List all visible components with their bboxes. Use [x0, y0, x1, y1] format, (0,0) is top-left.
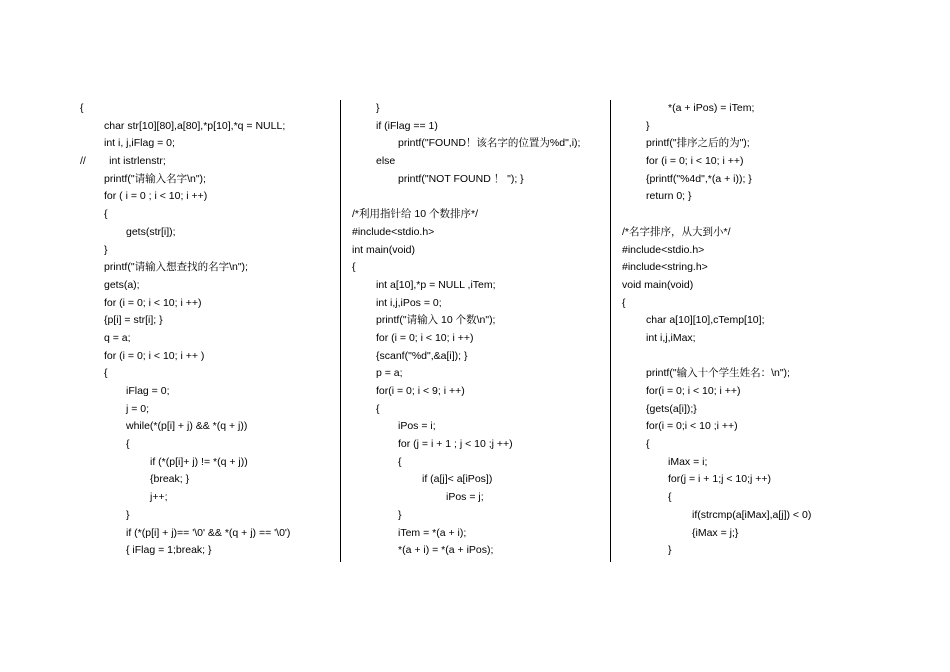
- code-line: {: [80, 102, 84, 114]
- code-line: {: [352, 261, 356, 274]
- code-line: printf("请输入 10 个数\n");: [376, 314, 496, 327]
- code-line: /*名字排序，从大到小*/: [622, 225, 731, 238]
- code-line: iMax = i;: [668, 455, 708, 468]
- code-line: else: [376, 155, 396, 168]
- code-line: }: [376, 102, 380, 114]
- code-lines: [80, 100, 340, 560]
- code-line: for(i = 0; i < 9; i ++): [376, 385, 465, 397]
- code-line: {break; }: [150, 473, 190, 486]
- column-divider: [340, 100, 341, 562]
- code-line: [622, 206, 882, 224]
- code-line: for(i = 0; i < 10; i ++): [646, 385, 741, 397]
- code-line: }: [104, 243, 108, 256]
- code-line: printf("排序之后的为");: [646, 137, 750, 150]
- code-line: gets(a);: [104, 278, 140, 291]
- code-line: {: [622, 296, 626, 309]
- code-line: q = a;: [104, 331, 131, 344]
- code-line: *(a + iPos) = iTem;: [668, 102, 755, 114]
- code-line: /*利用指针给 10 个数排序*/: [352, 208, 479, 221]
- code-line: int main(void): [352, 243, 416, 256]
- code-line: for (i = 0; i < 10; i ++ ): [104, 349, 205, 362]
- code-line: }: [126, 508, 130, 521]
- code-line: {scanf("%d",&a[i]); }: [376, 349, 468, 362]
- code-line: for ( i = 0 ; i < 10; i ++): [104, 190, 208, 203]
- code-lines: [622, 100, 882, 560]
- code-line: {: [104, 367, 108, 380]
- code-line: j++;: [150, 491, 168, 504]
- code-line: iFlag = 0;: [126, 385, 170, 397]
- code-line: {printf("%4d",*(a + i)); }: [646, 172, 752, 185]
- code-line: // int istrlenstr;: [80, 155, 166, 168]
- column-divider: [610, 100, 611, 562]
- code-line: printf("请输入名字\n");: [104, 172, 206, 185]
- code-line: if (*(p[i]+ j) != *(q + j)): [150, 455, 248, 468]
- code-line: p = a;: [376, 367, 403, 380]
- code-line: {: [398, 455, 402, 468]
- code-line: {: [104, 208, 108, 221]
- code-line: { iFlag = 1;break; }: [126, 544, 212, 557]
- code-line: {: [646, 438, 650, 451]
- code-line: int a[10],*p = NULL ,iTem;: [376, 278, 496, 291]
- code-line: printf("NOT FOUND ！ "); }: [398, 172, 524, 185]
- code-line: }: [398, 508, 402, 521]
- code-line: for(i = 0;i < 10 ;i ++): [646, 420, 738, 433]
- code-line: for (j = i + 1 ; j < 10 ;j ++): [398, 438, 513, 451]
- code-line: iTem = *(a + i);: [398, 526, 467, 539]
- code-line: {: [668, 491, 672, 504]
- code-line: *(a + i) = *(a + iPos);: [398, 544, 494, 557]
- code-line: printf("输入十个学生姓名：\n");: [646, 367, 790, 380]
- code-line: [352, 188, 610, 206]
- code-line: }: [668, 544, 672, 557]
- code-line: {iMax = j;}: [692, 526, 739, 539]
- code-line: for (i = 0; i < 10; i ++): [376, 331, 474, 344]
- code-lines: [352, 100, 610, 560]
- code-line: if(strcmp(a[iMax],a[j]) < 0): [692, 508, 812, 521]
- code-line: printf("FOUND！该名字的位置为%d",i);: [398, 137, 581, 150]
- code-line: if (iFlag == 1): [376, 119, 438, 132]
- code-line: {: [376, 402, 380, 415]
- code-line: for(j = i + 1;j < 10;j ++): [668, 473, 772, 486]
- code-line: [622, 348, 882, 366]
- code-line: iPos = i;: [398, 420, 436, 433]
- code-line: {gets(a[i]);}: [646, 402, 697, 415]
- code-column-1: [80, 100, 340, 570]
- code-line: for (i = 0; i < 10; i ++): [104, 296, 202, 309]
- code-line: void main(void): [622, 278, 694, 291]
- code-column-3: [622, 100, 882, 570]
- code-line: gets(str[i]);: [126, 225, 176, 238]
- code-line: iPos = j;: [446, 491, 484, 504]
- code-line: int i, j,iFlag = 0;: [104, 137, 175, 150]
- code-line: while(*(p[i] + j) && *(q + j)): [126, 420, 248, 433]
- code-line: {p[i] = str[i]; }: [104, 314, 163, 327]
- code-line: if (a[j]< a[iPos]): [422, 473, 493, 486]
- code-line: if (*(p[i] + j)== '\0' && *(q + j) == '\0'): [126, 526, 291, 539]
- code-line: #include<stdio.h>: [352, 225, 435, 238]
- code-line: for (i = 0; i < 10; i ++): [646, 155, 744, 168]
- code-line: #include<stdio.h>: [622, 243, 705, 256]
- code-line: return 0; }: [646, 190, 692, 203]
- code-column-2: [352, 100, 610, 570]
- code-line: int i,j,iPos = 0;: [376, 296, 442, 309]
- code-line: printf("请输入想查找的名字\n");: [104, 261, 248, 274]
- code-line: char str[10][80],a[80],*p[10],*q = NULL;: [104, 119, 286, 132]
- code-line: j = 0;: [126, 402, 150, 415]
- code-line: int i,j,iMax;: [646, 331, 696, 344]
- code-line: char a[10][10],cTemp[10];: [646, 314, 765, 327]
- code-line: {: [126, 438, 130, 451]
- code-line: }: [646, 119, 650, 132]
- code-line: #include<string.h>: [622, 261, 708, 274]
